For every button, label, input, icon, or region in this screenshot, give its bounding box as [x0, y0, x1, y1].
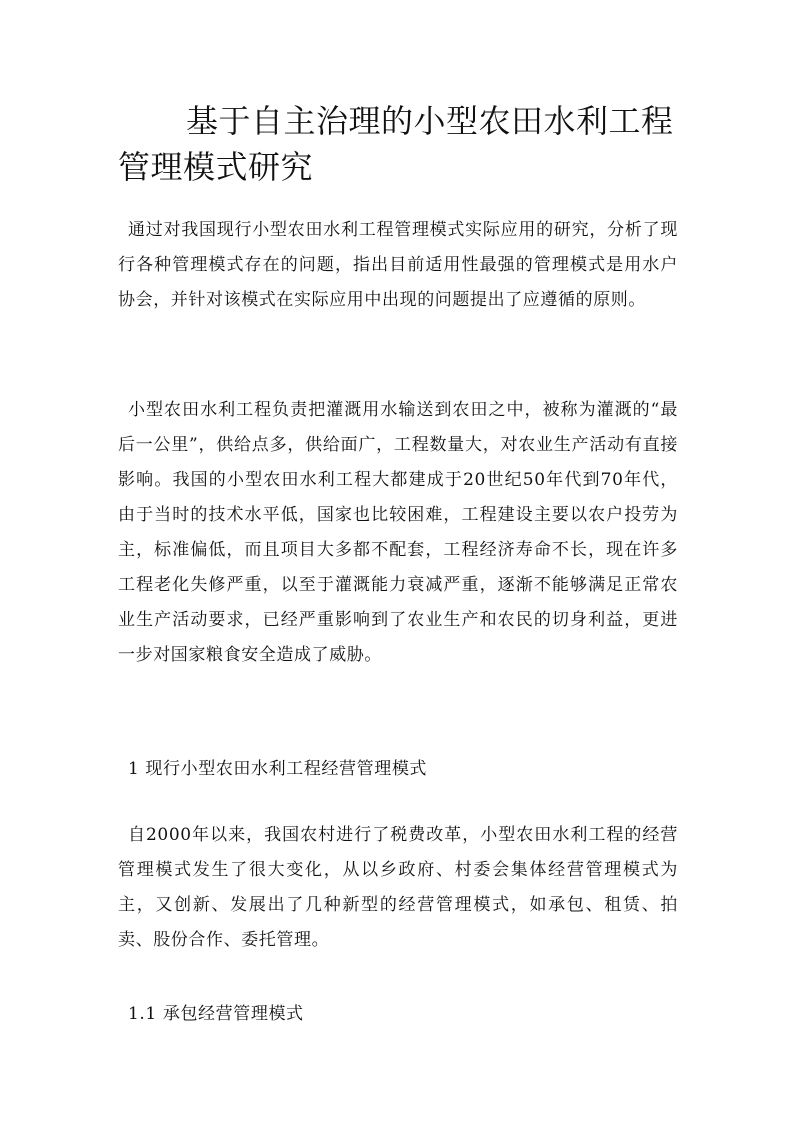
abstract-paragraph: 通过对我国现行小型农田水利工程管理模式实际应用的研究，分析了现行各种管理模式存在的问题，指出目前适用性最强的管理模式是用水户协会，并针对该模式在实际应用中出现的问题提出了应遵循的原则。	[118, 220, 678, 310]
intro-paragraph: 小型农田水利工程负责把灌溉用水输送到农田之中，被称为灌溉的“最后一公里”，供给点多，供给面广，工程数量大，对农业生产活动有直接影响。我国的小型农田水利工程大都建成于20世纪50年代到70年代，由于当时的技术水平低，国家也比较困难，工程建设主要以农户投劳为主，标准偏低，而且项目大多都不配套，工程经济寿命不长，现在许多工程老化失修严重，以至于灌溉能力衰减严重，逐渐不能够满足正常农业生产活动要求，已经严重影响到了农业生产和农民的切身利益，更进一步对国家粮食安全造成了威胁。	[118, 400, 678, 665]
section-1-1-heading: 1.1 承包经营管理模式	[128, 1004, 304, 1024]
document-title: 基于自主治理的小型农田水利工程管理模式研究	[118, 102, 674, 186]
section-1-heading: 1 现行小型农田水利工程经营管理模式	[128, 759, 428, 779]
section-1-paragraph: 自2000年以来，我国农村进行了税费改革，小型农田水利工程的经营管理模式发生了很大变化，从以乡政府、村委会集体经营管理模式为主，又创新、发展出了几种新型的经营管理模式，如承包、租赁、拍卖、股份合作、委托管理。	[118, 825, 678, 950]
